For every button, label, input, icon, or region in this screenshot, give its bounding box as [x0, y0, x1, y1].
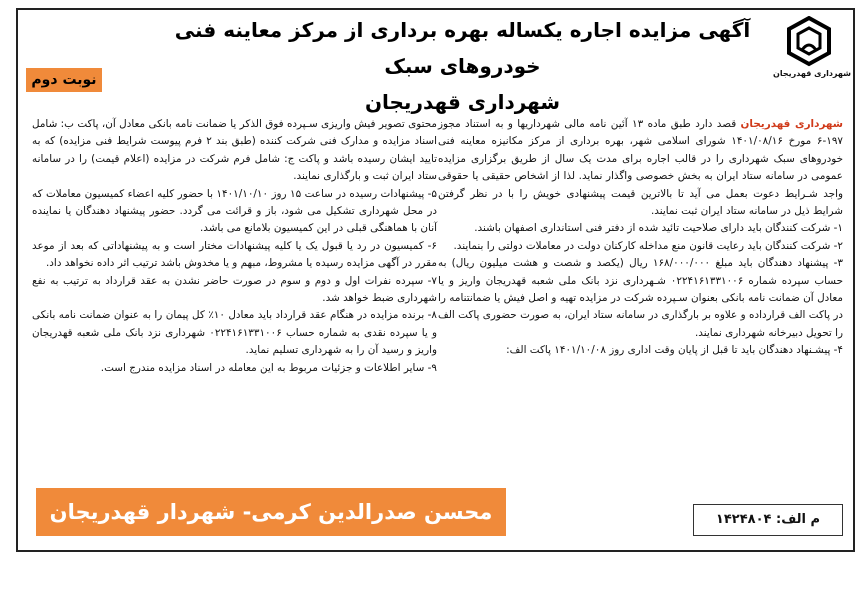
condition-item-9: ۹- سایر اطلاعات و جزئیات مربوط به این معامله در اسناد مزایده مندرج است. [100, 361, 437, 374]
condition-item-7: ۷- سپرده نفرات اول و دوم و سوم در صورت حاضر نشدن به عقد قرارداد به ترتیب به نفع شهرداری ضبط خواهد شد. [32, 274, 437, 305]
condition-item-5: ۵- پیشنهادات رسیده در ساعت ۱۵ روز ۱۴۰۱/۱۰/۱۰ با حضور کلیه اعضاء کمیسیون معاملات که در محل شهرداری تشکیل می شود، باز و قرائت می گردد. حضور پیشنهاد دهندگان یا نماینده آنان با هماهنگی قبلی در این کمیسیون بلامانع می باشد. [32, 187, 438, 235]
intro-brand: شهرداری قهدریجان [740, 118, 843, 130]
title-line-2: شهرداری قهدریجان [364, 90, 561, 114]
condition-item-4-continued: محتوی تصویر فیش واریزی سـپرده فوق الذکر یا ضمانت نامه بانکی معادل آن، پاکت ب: شامل اسناد مزایده و مدارک فنی شرکت کننده (طبق بند ۲ فرم پیوست شرایط فنی مزایده) که به تایید ایشان رسیده باشد و پاکت ج: شامل فرم شرکت در مزایده (اعلام قیمت) را در سامانه ستاد ایران ثبت و بارگذاری نمایند. [32, 118, 437, 183]
intro-paragraph [438, 116, 843, 220]
condition-item-4: ۴- پیشـنهاد دهندگان باید تا قبل از پایان وقت اداری روز ۱۴۰۱/۱۰/۰۸ پاکت الف: [506, 344, 843, 357]
condition-item-6: ۶- کمیسیون در رد یا قبول یک یا کلیه پیشنهادات مختار است و به پیشنهاداتی که بعد از موعد مقرر در آگهی مزایده رسیده یا مشروط، مبهم و یا مخدوش باشد ترتیب اثر داده نخواهد داد. [32, 239, 437, 270]
round-badge: نوبت دوم [26, 68, 102, 92]
reference-number: م الف: ۱۴۲۴۸۰۴ [693, 504, 843, 536]
notice-title [158, 12, 767, 120]
condition-item-8: ۸- برنده مزایده در هنگام عقد قرارداد باید معادل ۱۰٪ کل پیمان را به عنوان ضمانت نامه بانکی و یا سپرده نقدی به شماره حساب ۰۲۲۴۱۶۱۳۳۱۰۰۶ شهرداری نزد بانک ملی شعبه قهدریجان واریز و رسید آن را به شهرداری تسلیم نماید. [32, 309, 437, 357]
condition-item-1: ۱- شرکت کنندگان باید دارای صلاحیت تائید شده از دفتر فنی استانداری اصفهان باشند. [474, 222, 843, 235]
municipality-logo [773, 16, 852, 88]
condition-item-3: ۳- پیشنهاد دهندگان باید مبلغ ۱۶۸/۰۰۰/۰۰۰ ریال (یکصد و شصت و هشت میلیون ریال) به حساب سپرده شماره ۰۲۲۴۱۶۱۳۳۱۰۰۶ شـهرداری نزد بانک ملی شعبه قهدریجان واریز و یا معادل آن ضمانت نامه بانکی بعنوان سـپرده شرکت در مزایده تهیه و اصل فیش یا ضمانتنامه را در پاکت الف قرارداده و علاوه بر بارگذاری در سامانه ستاد ایران، به صورت حضوری پاکت الف را تحویل دبیرخانه شهرداری نمایند. [438, 257, 843, 339]
left-column [32, 116, 437, 377]
mayor-signature-bar: محسن صدرالدین کرمی- شهردار قهدریجان [36, 488, 506, 536]
municipality-emblem-icon [785, 16, 833, 68]
auction-notice [16, 8, 855, 552]
right-column [438, 116, 843, 360]
intro-text: قصد دارد طبق ماده ۱۳ آئین نامه مالی شهرداریها و به استناد مجوز ۱۹۷-۶ مورخ ۱۴۰۱/۰۸/۱۶ شورای اسلامی شهر، بهره برداری از مرکز مکانیزه معاینه فنی خودروهای سبک شهرداری را در قالب اجاره برای مدت یک سال از طریق برگزاری مزایده عمومی در سامانه ستاد ایران به بخش خصوصی واگذار نماید. لذا از اشخاص حقیقی یا حقوقی واجد شـرایط دعوت بعمل می آید تا بالاترین قیمت پیشنهادی خویش را با در نظر گرفتن شرایط ذیل در سامانه ستاد ایران ثبت نمایند. [438, 118, 844, 218]
logo-caption: شهرداری قهدریجان [773, 69, 852, 78]
condition-item-2: ۲- شرکت کنندگان باید رعایت قانون منع مداخله کارکنان دولت در معاملات دولتی را بنمایند. [453, 239, 843, 252]
title-line-1: آگهی مزایده اجاره یکساله بهره برداری از مرکز معاینه فنی خودروهای سبک [174, 18, 751, 78]
